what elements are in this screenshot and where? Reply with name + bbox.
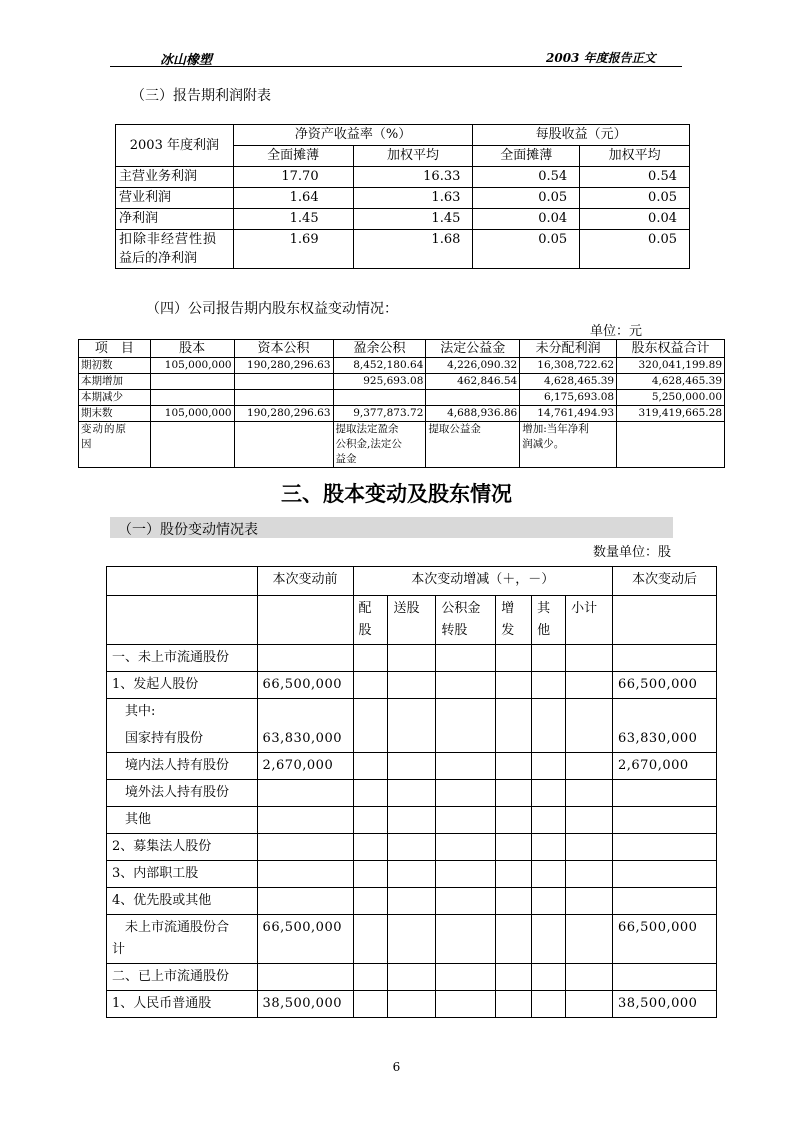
- reason-line: 益金: [335, 453, 357, 465]
- empty-cell: [532, 861, 566, 888]
- empty-cell: [388, 991, 436, 1018]
- cell-value: [150, 390, 234, 406]
- row-label: 净利润: [116, 209, 234, 230]
- row-label-line: 其中:: [125, 704, 156, 719]
- empty-cell: [388, 888, 436, 915]
- row-label: 其他: [107, 807, 258, 834]
- before-value: 38,500,000: [257, 991, 353, 1018]
- before-value: [257, 861, 353, 888]
- empty-cell: [388, 807, 436, 834]
- before-value: [257, 888, 353, 915]
- empty-cell: [532, 780, 566, 807]
- row-label-line: 扣除非经营性损: [119, 232, 218, 247]
- subheader-line: 公积金: [441, 601, 481, 616]
- row-label: 一、未上市流通股份: [107, 645, 258, 672]
- empty-cell: [388, 645, 436, 672]
- cell-value: 0.04: [473, 209, 580, 230]
- cell-value: [234, 390, 333, 406]
- cell-value: 0.54: [580, 167, 690, 188]
- reason-line: 提取法定盈余: [335, 423, 399, 435]
- cell-value: 4,688,936.86: [426, 406, 520, 422]
- cell-value: [234, 422, 333, 468]
- row-label-line: 益后的净利润: [119, 251, 198, 266]
- table-corner: 2003 年度利润: [116, 125, 234, 167]
- unit-label: 单位：元: [590, 324, 643, 339]
- table-row: [107, 672, 717, 699]
- empty-cell: [353, 672, 388, 699]
- empty-cell: [353, 699, 388, 753]
- row-label: 二、已上市流通股份: [107, 964, 258, 991]
- empty-cell: [566, 888, 613, 915]
- cell-value: [333, 422, 426, 468]
- reason-line: 增加:当年净利: [522, 423, 589, 435]
- cell-value: 0.05: [580, 230, 690, 269]
- subheader: 全面摊薄: [473, 146, 580, 167]
- after-value: [612, 861, 716, 888]
- empty-cell: [566, 753, 613, 780]
- table-row: [107, 915, 717, 964]
- table-row: [79, 390, 725, 406]
- column-subheader: [566, 596, 613, 645]
- cell-value: 105,000,000: [150, 406, 234, 422]
- table-row: [107, 991, 717, 1018]
- page-number: 6: [392, 1060, 401, 1074]
- cell-value: 4,226,090.32: [426, 358, 520, 374]
- empty-cell: [566, 699, 613, 753]
- row-label: 主营业务利润: [116, 167, 234, 188]
- subheader-line: 配: [358, 601, 372, 616]
- empty-cell: [388, 753, 436, 780]
- empty-cell: [388, 834, 436, 861]
- empty-cell: [353, 834, 388, 861]
- empty-cell: [496, 861, 532, 888]
- subheader-line: 增: [501, 601, 515, 616]
- empty-cell: [388, 672, 436, 699]
- empty-cell: [353, 645, 388, 672]
- table-row: [116, 167, 690, 188]
- empty-cell: [496, 645, 532, 672]
- empty-cell: [388, 915, 436, 964]
- section-title-profit-schedule: （三）报告期利润附表: [131, 88, 271, 104]
- before-value: 63,830,000: [257, 699, 353, 753]
- cell-value: 4,628,465.39: [520, 374, 617, 390]
- empty-cell: [496, 888, 532, 915]
- cell-value: [333, 390, 426, 406]
- cell-value: [520, 422, 617, 468]
- before-value: 66,500,000: [257, 672, 353, 699]
- cell-value: 16,308,722.62: [520, 358, 617, 374]
- cell-value: [234, 374, 333, 390]
- row-label-line: 计: [112, 942, 126, 957]
- before-value: [257, 834, 353, 861]
- empty-cell: [532, 753, 566, 780]
- cell-value: 105,000,000: [150, 358, 234, 374]
- subheader-line: 股: [358, 623, 372, 638]
- column-header: 项 目: [79, 340, 151, 358]
- subheader-line: 他: [537, 623, 551, 638]
- empty-cell: [496, 915, 532, 964]
- column-header: 本次变动增减（＋，－）: [353, 567, 612, 596]
- row-label: 3、内部职工股: [107, 861, 258, 888]
- cell-value: 提取公益金: [426, 422, 520, 468]
- table-row: [107, 699, 717, 753]
- empty-cell: [496, 753, 532, 780]
- table-row: [107, 964, 717, 991]
- cell-value: 4,628,465.39: [617, 374, 725, 390]
- after-value: [612, 964, 716, 991]
- before-value: [257, 964, 353, 991]
- cell-value: 8,452,180.64: [333, 358, 426, 374]
- empty-cell: [566, 645, 613, 672]
- empty-cell: [436, 991, 496, 1018]
- header-company: 冰山橡塑: [160, 53, 213, 68]
- group-header-roe: 净资产收益率（%）: [233, 125, 473, 146]
- empty-cell: [436, 888, 496, 915]
- empty-cell: [436, 834, 496, 861]
- empty-cell: [566, 834, 613, 861]
- cell-value: 17.70: [233, 167, 353, 188]
- after-value: [612, 888, 716, 915]
- column-header-blank: [257, 596, 353, 645]
- empty-cell: [532, 672, 566, 699]
- empty-cell: [496, 699, 532, 753]
- row-label: 境外法人持有股份: [107, 780, 258, 807]
- header-report-title: 2003 年度报告正文: [546, 51, 656, 65]
- empty-cell: [388, 699, 436, 753]
- empty-cell: [353, 991, 388, 1018]
- column-header: 法定公益金: [426, 340, 520, 358]
- empty-cell: [353, 807, 388, 834]
- before-value: 66,500,000: [257, 915, 353, 964]
- cell-value: [150, 422, 234, 468]
- column-subheader: [496, 596, 532, 645]
- cell-value: 0.05: [473, 230, 580, 269]
- column-subheader: [532, 596, 566, 645]
- row-label: [107, 699, 258, 753]
- table-row: [107, 753, 717, 780]
- empty-cell: [496, 834, 532, 861]
- column-header-blank: [107, 596, 258, 645]
- subsection-title: （一）股份变动情况表: [118, 522, 258, 538]
- cell-value: [426, 390, 520, 406]
- row-label: [116, 230, 234, 269]
- column-subheader: [436, 596, 496, 645]
- empty-cell: [566, 964, 613, 991]
- table-row: [79, 374, 725, 390]
- table-row: [79, 358, 725, 374]
- empty-cell: [436, 645, 496, 672]
- row-label-line: 未上市流通股份合: [125, 920, 230, 935]
- group-header-eps: 每股收益（元）: [473, 125, 690, 146]
- cell-value: 925,693.08: [333, 374, 426, 390]
- row-label: 营业利润: [116, 188, 234, 209]
- cell-value: [617, 422, 725, 468]
- row-label-line: 因: [81, 438, 92, 450]
- table-row: [107, 645, 717, 672]
- table-row: [107, 888, 717, 915]
- cell-value: 190,280,296.63: [234, 406, 333, 422]
- after-value: [612, 807, 716, 834]
- after-value: 38,500,000: [612, 991, 716, 1018]
- row-label: 本期增加: [79, 374, 151, 390]
- cell-value: 320,041,199.89: [617, 358, 725, 374]
- after-value: [612, 834, 716, 861]
- table-row: [79, 406, 725, 422]
- cell-value: 1.45: [233, 209, 353, 230]
- cell-value: 1.68: [353, 230, 473, 269]
- table-row: [107, 834, 717, 861]
- row-label: 4、优先股或其他: [107, 888, 258, 915]
- empty-cell: [566, 915, 613, 964]
- cell-value: 1.45: [353, 209, 473, 230]
- subheader-line: 其: [537, 601, 551, 616]
- cell-value: 6,175,693.08: [520, 390, 617, 406]
- after-value: [612, 780, 716, 807]
- empty-cell: [436, 915, 496, 964]
- empty-cell: [532, 699, 566, 753]
- column-header-blank: [107, 567, 258, 596]
- cell-value: 0.54: [473, 167, 580, 188]
- empty-cell: [532, 807, 566, 834]
- cell-value: 0.04: [580, 209, 690, 230]
- empty-cell: [436, 964, 496, 991]
- row-label: 1、人民币普通股: [107, 991, 258, 1018]
- empty-cell: [388, 964, 436, 991]
- empty-cell: [353, 915, 388, 964]
- row-label: 期初数: [79, 358, 151, 374]
- row-label: 本期减少: [79, 390, 151, 406]
- empty-cell: [388, 861, 436, 888]
- row-label-line: 国家持有股份: [125, 731, 204, 746]
- empty-cell: [353, 753, 388, 780]
- cell-value: 1.69: [233, 230, 353, 269]
- table-row: [107, 861, 717, 888]
- table-row: [107, 780, 717, 807]
- empty-cell: [532, 645, 566, 672]
- empty-cell: [353, 964, 388, 991]
- empty-cell: [436, 861, 496, 888]
- empty-cell: [496, 780, 532, 807]
- column-subheader: [353, 596, 388, 645]
- reason-line: 公积金,法定公: [335, 438, 402, 450]
- subheader-line: 送股: [393, 601, 420, 616]
- column-header: 股东权益合计: [617, 340, 725, 358]
- after-value: 2,670,000: [612, 753, 716, 780]
- empty-cell: [566, 672, 613, 699]
- cell-value: 0.05: [580, 188, 690, 209]
- profit-schedule-table: [115, 124, 690, 269]
- empty-cell: [496, 672, 532, 699]
- row-label: 境内法人持有股份: [107, 753, 258, 780]
- after-value: 66,500,000: [612, 915, 716, 964]
- cell-value: 1.64: [233, 188, 353, 209]
- table-row: [107, 807, 717, 834]
- table-row: [116, 209, 690, 230]
- before-value: [257, 807, 353, 834]
- after-value: [612, 645, 716, 672]
- column-header: 资本公积: [234, 340, 333, 358]
- cell-value: 462,846.54: [426, 374, 520, 390]
- subheader: 加权平均: [580, 146, 690, 167]
- empty-cell: [566, 807, 613, 834]
- section-title-equity-changes: （四）公司报告期内股东权益变动情况：: [146, 301, 398, 317]
- chapter-title: 三、股本变动及股东情况: [281, 482, 512, 506]
- reason-line: 润减少。: [522, 438, 565, 450]
- empty-cell: [566, 780, 613, 807]
- row-label: 2、募集法人股份: [107, 834, 258, 861]
- empty-cell: [436, 807, 496, 834]
- quantity-unit-label: 数量单位：股: [593, 545, 672, 560]
- before-value: [257, 645, 353, 672]
- empty-cell: [436, 780, 496, 807]
- empty-cell: [532, 915, 566, 964]
- cell-value: 9,377,873.72: [333, 406, 426, 422]
- before-value: 2,670,000: [257, 753, 353, 780]
- subheader: 加权平均: [353, 146, 473, 167]
- after-value: 63,830,000: [612, 699, 716, 753]
- table-row: [79, 422, 725, 468]
- cell-value: 1.63: [353, 188, 473, 209]
- cell-value: [150, 374, 234, 390]
- column-header-blank: [612, 596, 716, 645]
- before-value: [257, 780, 353, 807]
- empty-cell: [436, 753, 496, 780]
- column-header: 股本: [150, 340, 234, 358]
- empty-cell: [532, 888, 566, 915]
- row-label: 1、发起人股份: [107, 672, 258, 699]
- cell-value: 5,250,000.00: [617, 390, 725, 406]
- column-subheader: [388, 596, 436, 645]
- column-header: 盈余公积: [333, 340, 426, 358]
- cell-value: 319,419,665.28: [617, 406, 725, 422]
- table-row: [116, 188, 690, 209]
- table-row: [116, 230, 690, 269]
- row-label-line: 变动的原: [81, 423, 127, 435]
- empty-cell: [436, 699, 496, 753]
- after-value: 66,500,000: [612, 672, 716, 699]
- empty-cell: [566, 991, 613, 1018]
- subheader-line: 发: [501, 623, 515, 638]
- row-label: 期末数: [79, 406, 151, 422]
- cell-value: 16.33: [353, 167, 473, 188]
- equity-changes-table: [78, 339, 725, 468]
- empty-cell: [532, 964, 566, 991]
- header-divider: [110, 66, 682, 67]
- subheader: 全面摊薄: [233, 146, 353, 167]
- empty-cell: [532, 991, 566, 1018]
- column-header: 本次变动前: [257, 567, 353, 596]
- empty-cell: [496, 991, 532, 1018]
- row-label: [107, 915, 258, 964]
- cell-value: 190,280,296.63: [234, 358, 333, 374]
- column-header: 本次变动后: [612, 567, 716, 596]
- subheader-line: 小计: [571, 601, 598, 616]
- empty-cell: [388, 780, 436, 807]
- empty-cell: [532, 834, 566, 861]
- empty-cell: [496, 964, 532, 991]
- empty-cell: [436, 672, 496, 699]
- cell-value: 0.05: [473, 188, 580, 209]
- empty-cell: [566, 861, 613, 888]
- cell-value: 14,761,494.93: [520, 406, 617, 422]
- empty-cell: [353, 780, 388, 807]
- empty-cell: [353, 888, 388, 915]
- empty-cell: [496, 807, 532, 834]
- column-header: 未分配利润: [520, 340, 617, 358]
- row-label: [79, 422, 151, 468]
- share-changes-table: [106, 566, 717, 1018]
- subheader-line: 转股: [441, 623, 468, 638]
- empty-cell: [353, 861, 388, 888]
